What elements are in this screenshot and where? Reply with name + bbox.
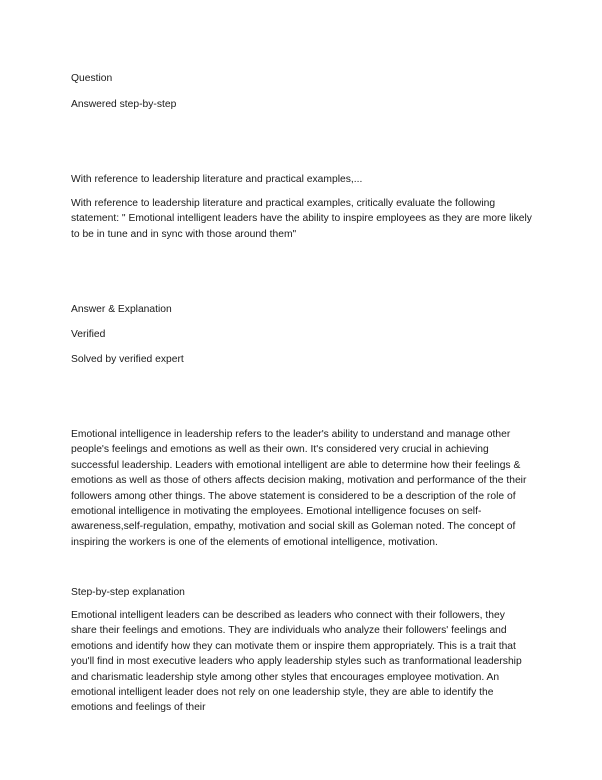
answer-body: Emotional intelligence in leadership refers to the leader's ability to understand and manage other people's feelings and emotions as well as their own. It's considered very crucial in achieving successful leadership. Leaders with emotional intelligent are able to determine how their feelings & emotions as well as those of others affects decision making, motivation and performance of the their followers among other things. The above statement is considered to be a description of the role of emotional intelligence in motivating the employees. Emotional intelligence focuses on self-awareness,self-regulation, empathy, motivation and social skill as Goleman noted. The concept of inspiring the workers is one of the elements of emotional intelligence, motivation. [71,429,527,548]
solved-by-label: Solved by verified expert [71,354,184,365]
explanation-body: Emotional intelligent leaders can be described as leaders who connect with their followers, they share their feelings and emotions. They are individuals who analyze their followers' feelings and emotions and identify how they can motivate them or inspire them appropriately. This is a trait that you'll find in most executive leaders who apply leadership styles such as tranformational leadership and charismatic leadership style among other styles that encourages employee motivation. An emotional intelligent leader does not rely on one leadership style, they are able to identify the emotions and feelings of their [71,610,522,714]
question-body: With reference to leadership literature and practical examples, critically evaluate the following statement: " Emotional intelligent leaders have the ability to inspire employees as they are more likely to be in tune and in sync with those around them" [71,198,532,240]
question-title: With reference to leadership literature and practical examples,... [71,174,363,185]
answered-label: Answered step-by-step [71,99,177,110]
explanation-heading: Step-by-step explanation [71,587,185,598]
question-heading: Question [71,73,113,84]
verified-label: Verified [71,329,106,340]
answer-heading: Answer & Explanation [71,304,172,315]
